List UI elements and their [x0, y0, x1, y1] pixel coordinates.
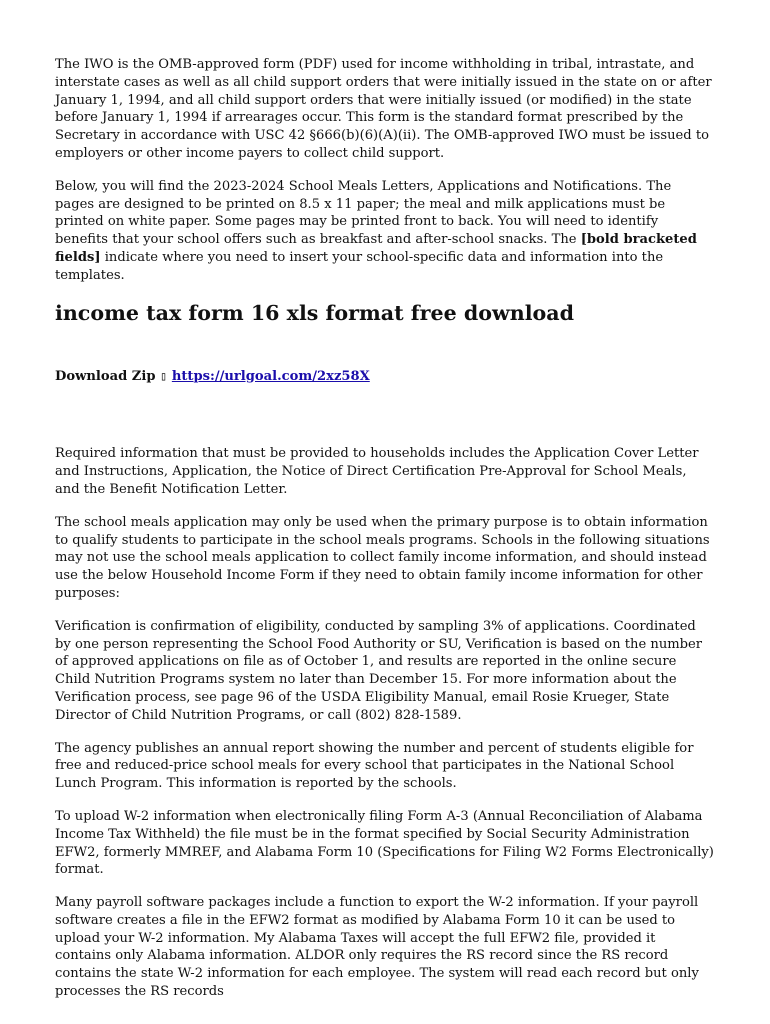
paragraph-school-meals-letters: [55, 178, 714, 285]
paragraph-text: Below, you will find the 2023-2024 School Meals Letters, Applications and Notifications. The pages are designed to be printed on 8.5 x 11 paper; the meal and milk applications must be printed on white paper. Some pages may be printed front to back. You will need to identify benefits that your school offers such as breakfast and after-school snacks. The: [55, 178, 672, 248]
download-label: Download Zip: [55, 368, 156, 384]
download-line: [55, 368, 714, 386]
paragraph-annual-report: The agency publishes an annual report showing the number and percent of students eligible for free and reduced-price school meals for every school that participates in the National School Lunch Program. This information is reported by the schools.: [55, 740, 694, 792]
paragraph-verification: Verification is confirmation of eligibility, conducted by sampling 3% of applications. Coordinated by one person representing the School Food Authority or SU, Verification is based on the number of approved applications on file as of October 1, and results are reported in the online secure Child Nutrition Programs system no later than December 15. For more information about the Verification process, see page 96 of the USDA Eligibility Manual, email Rosie Krueger, State Director of Child Nutrition Programs, or call (802) 828-1589.: [55, 618, 703, 723]
paragraph-iwo: The IWO is the OMB-approved form (PDF) used for income withholding in tribal, intrastate, and interstate cases as well as all child support orders that were initially issued in the state on or after January 1, 1994, and all child support orders that were initially issued (or modified) in the state before January 1, 1994 if arrearages occur. This form is the standard format prescribed by the Secretary in accordance with USC 42 §666(b)(6)(A)(ii). The OMB-approved IWO must be issued to employers or other income payers to collect child support.: [55, 57, 712, 161]
paragraph-required-information: Required information that must be provided to households includes the Application Cover Letter and Instructions, Application, the Notice of Direct Certification Pre-Approval for School Meals, and the Benefit Notification Letter.: [55, 446, 699, 497]
page-title: income tax form 16 xls format free download: [55, 300, 575, 325]
paragraph-text: indicate where you need to insert your school-specific data and information into the templates.: [55, 249, 664, 283]
paragraph-w2-upload: To upload W-2 information when electronically filing Form A-3 (Annual Reconciliation of Alabama Income Tax Withheld) the file must be in the format specified by Social Security Administration EFW2, formerly MMREF, and Alabama Form 10 (Specifications for Filing W2 Forms Electronically) format.: [55, 808, 714, 878]
placeholder-box-icon: ▯: [160, 368, 168, 383]
paragraph-payroll-software: Many payroll software packages include a function to export the W-2 information. If your payroll software creates a file in the EFW2 format as modified by Alabama Form 10 it can be used to upload your W-2 information. My Alabama Taxes will accept the full EFW2 file, provided it contains only Alabama information. ALDOR only requires the RS record since the RS record contains the state W-2 information for each employee. The system will read each record but only processes the RS records: [55, 895, 699, 1000]
download-link[interactable]: https://urlgoal.com/2xz58X: [171, 368, 370, 384]
bold-bracketed-fields: [bold bracketed fields]: [55, 232, 697, 265]
paragraph-application-usage: The school meals application may only be used when the primary purpose is to obtain information to qualify students to participate in the school meals programs. Schools in the following situations may not use the school meals application to collect family income information, and should instead use the below Household Income Form if they need to obtain family income information for other purposes:: [55, 514, 710, 601]
